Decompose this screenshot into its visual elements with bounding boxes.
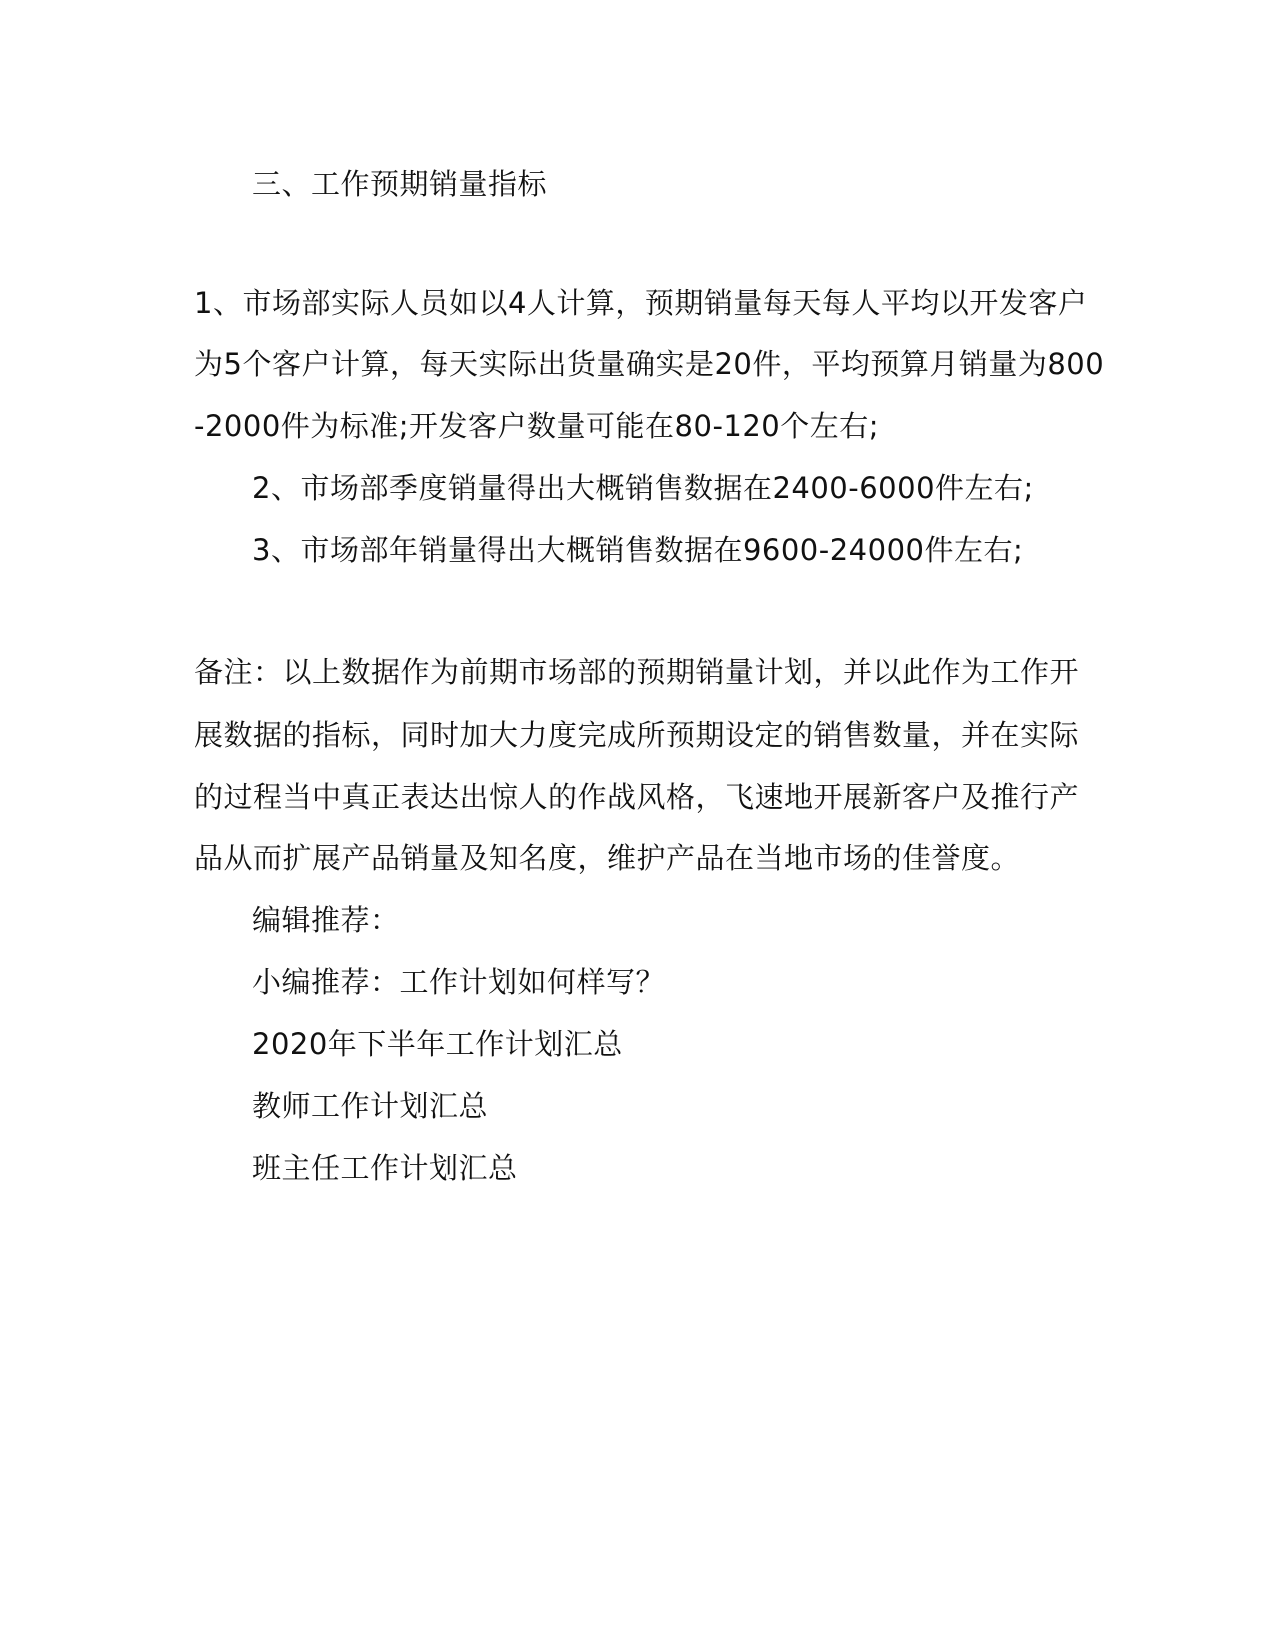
editor-recommend-label: 编辑推荐： — [252, 903, 400, 937]
item3-text: 3、市场部年销量得出大概销售数据在9600-24000件左右; — [252, 533, 1024, 567]
note-line2: 展数据的指标，同时加大力度完成所预期设定的销售数量，并在实际 — [194, 718, 1080, 752]
note-line1: 备注：以上数据作为前期市场部的预期销量计划，并以此作为工作开 — [194, 655, 1080, 689]
xiaobian-recommend-label: 小编推荐：工作计划如何样写？ — [252, 965, 666, 999]
section-heading: 三、工作预期销量指标 — [252, 167, 548, 201]
item2-text: 2、市场部季度销量得出大概销售数据在2400-6000件左右; — [252, 471, 1034, 505]
item1-line3: -2000件为标准;开发客户数量可能在80-120个左右; — [194, 409, 880, 443]
recommend-link-2[interactable]: 教师工作计划汇总 — [252, 1089, 489, 1123]
note-line3: 的过程当中真正表达出惊人的作战风格，飞速地开展新客户及推行产 — [194, 780, 1080, 814]
item1-line2: 为5个客户计算，每天实际出货量确实是20件，平均预算月销量为800 — [194, 347, 1105, 381]
note-line4: 品从而扩展产品销量及知名度，维护产品在当地市场的佳誉度。 — [194, 841, 1021, 875]
recommend-link-3[interactable]: 班主任工作计划汇总 — [252, 1151, 518, 1185]
recommend-link-1[interactable]: 2020年下半年工作计划汇总 — [252, 1027, 623, 1061]
item1-line1: 1、市场部实际人员如以4人计算，预期销量每天每人平均以开发客户 — [194, 286, 1088, 320]
